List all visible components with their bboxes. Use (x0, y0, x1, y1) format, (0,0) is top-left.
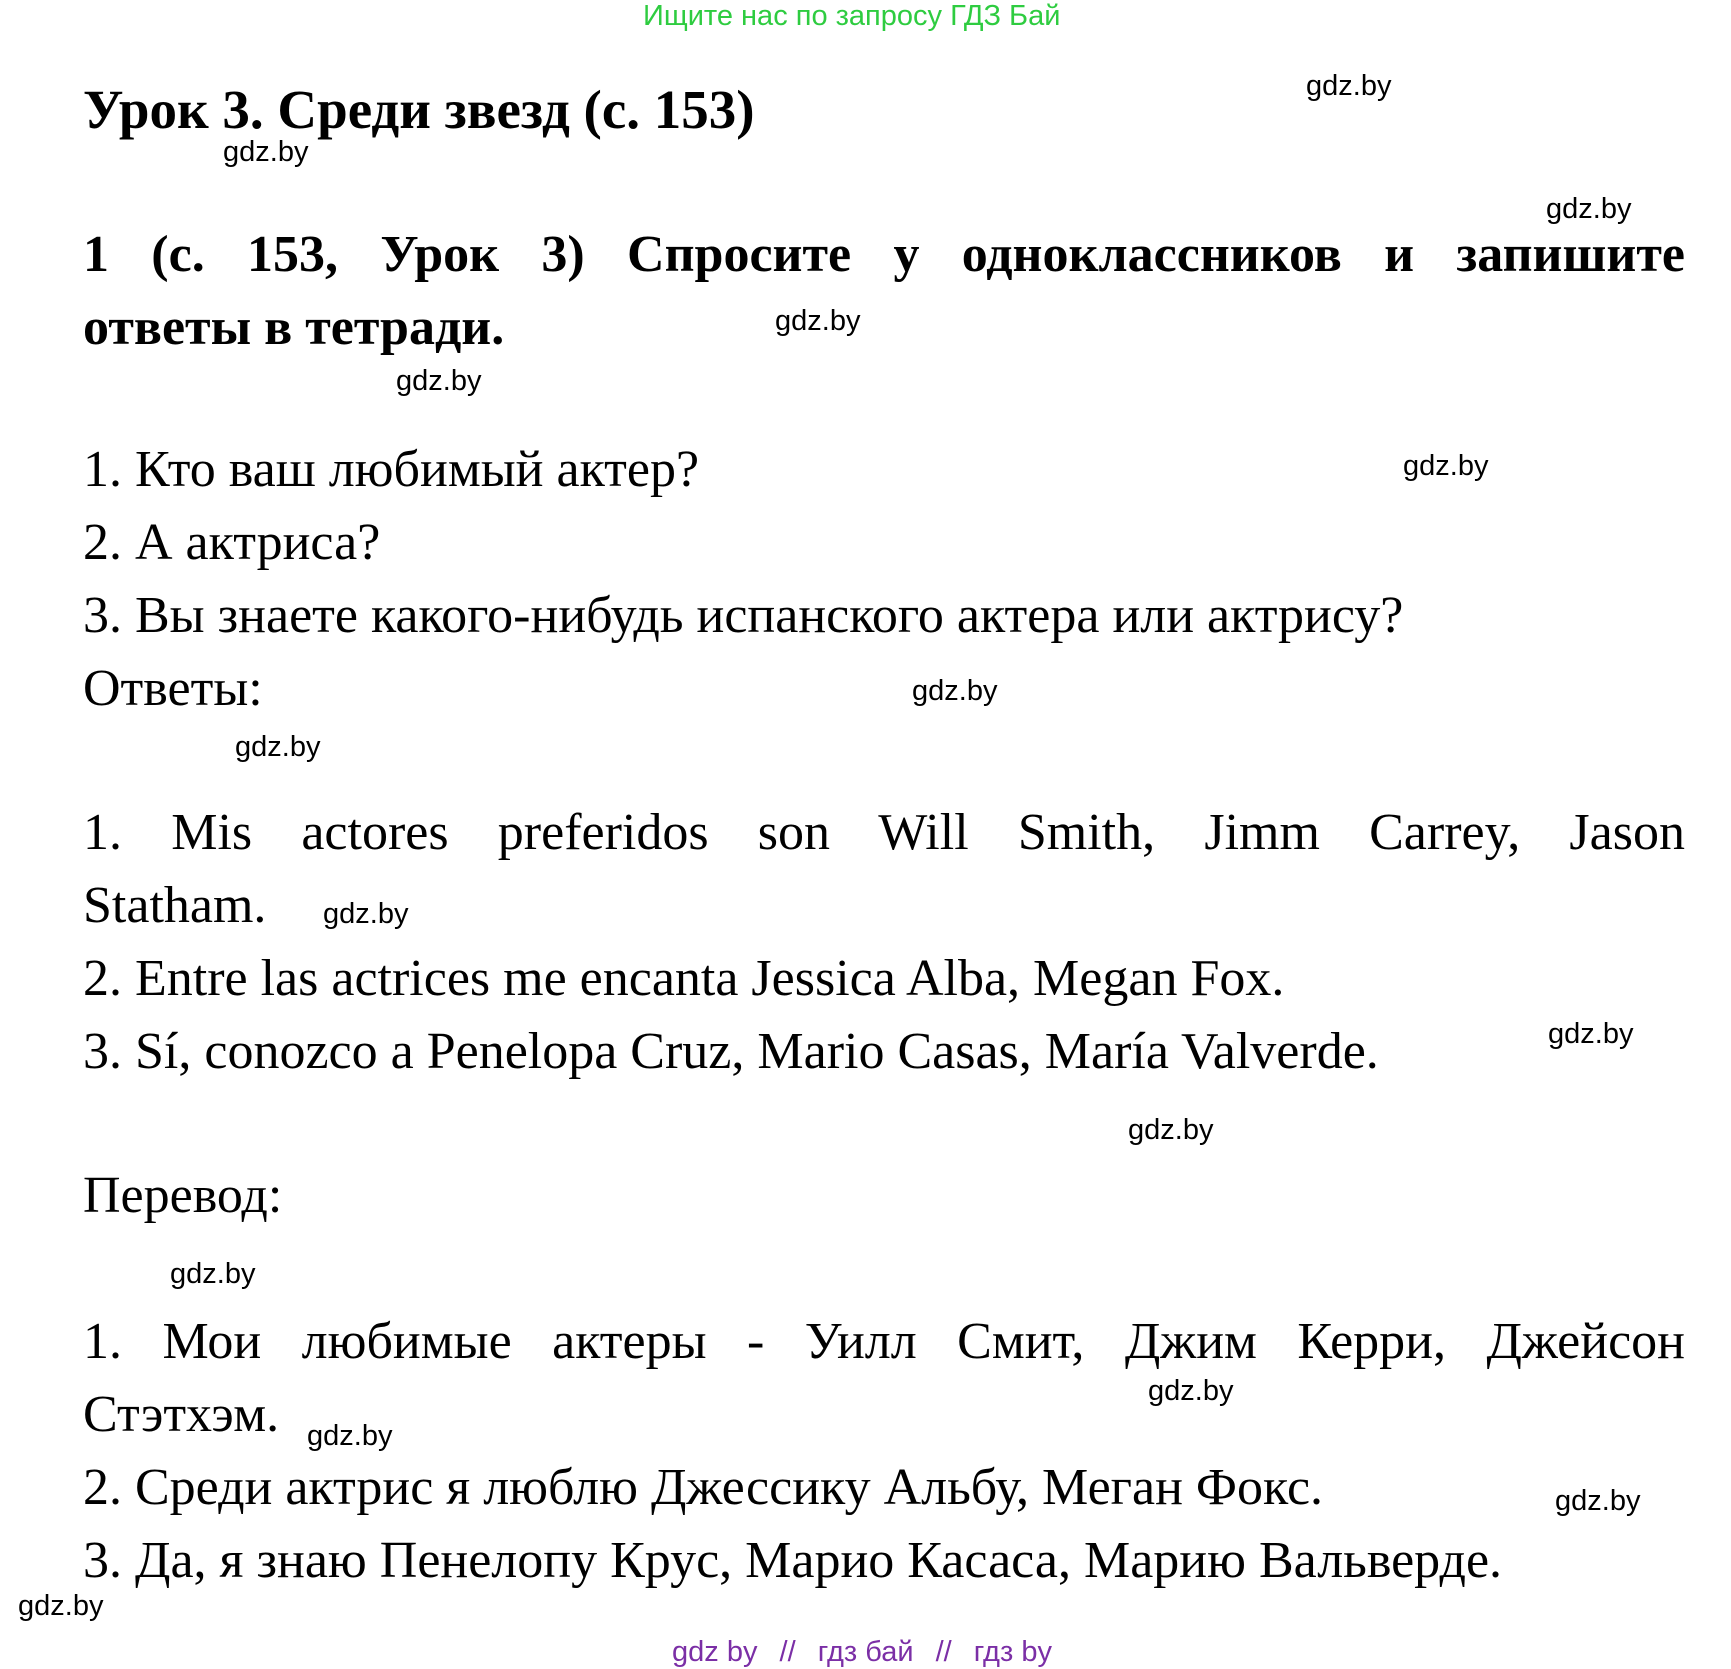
footer-link-gdz-by[interactable]: gdz by (672, 1636, 758, 1668)
watermark: gdz.by (1148, 1375, 1234, 1407)
watermark: gdz.by (1548, 1018, 1634, 1050)
search-banner: Ищите нас по запросу ГДЗ Бай (643, 0, 1061, 32)
translation-2: 2. Среди актрис я люблю Джессику Альбу, Меган Фокс. (83, 1459, 1324, 1516)
footer-link-gdz-by-ru[interactable]: гдз by (973, 1636, 1052, 1668)
answer-3: 3. Sí, conozco a Penelopa Cruz, Mario Casas, María Valverde. (83, 1023, 1379, 1080)
watermark: gdz.by (1306, 70, 1392, 102)
watermark: gdz.by (1128, 1114, 1214, 1146)
answer-2: 2. Entre las actrices me encanta Jessica Alba, Megan Fox. (83, 950, 1285, 1007)
footer-link-gdz-bai[interactable]: гдз бай (817, 1636, 914, 1668)
watermark: gdz.by (235, 731, 321, 763)
question-1: 1. Кто ваш любимый актер? (83, 441, 700, 498)
watermark: gdz.by (1555, 1485, 1641, 1517)
watermark: gdz.by (323, 898, 409, 930)
question-2: 2. А актриса? (83, 514, 381, 571)
task-heading-line-1: 1 (с. 153, Урок 3) Спросите у одноклассников и запишите (83, 226, 1685, 283)
watermark: gdz.by (396, 365, 482, 397)
watermark: gdz.by (307, 1420, 393, 1452)
watermark: gdz.by (170, 1258, 256, 1290)
footer-separator: // (779, 1636, 796, 1668)
lesson-title: Урок 3. Среди звезд (с. 153) (83, 79, 755, 140)
answers-label: Ответы: (83, 660, 263, 717)
question-3: 3. Вы знаете какого-нибудь испанского актера или актрису? (83, 587, 1404, 644)
footer-links (672, 1636, 1052, 1669)
footer-separator: // (935, 1636, 952, 1668)
watermark: gdz.by (912, 675, 998, 707)
translation-3: 3. Да, я знаю Пенелопу Крус, Марио Касаса, Марию Вальверде. (83, 1532, 1503, 1589)
task-heading-line-2: ответы в тетради. (83, 299, 505, 356)
watermark: gdz.by (18, 1590, 104, 1622)
watermark: gdz.by (1403, 450, 1489, 482)
watermark: gdz.by (775, 305, 861, 337)
answer-1-line-1: 1. Mis actores preferidos son Will Smith, Jimm Carrey, Jason (83, 804, 1685, 861)
answer-1-line-2: Statham. (83, 877, 267, 934)
watermark: gdz.by (1546, 193, 1632, 225)
translation-1-line-1: 1. Мои любимые актеры - Уилл Смит, Джим Керри, Джейсон (83, 1313, 1685, 1370)
translation-1-line-2: Стэтхэм. (83, 1386, 280, 1443)
translation-label: Перевод: (83, 1167, 283, 1224)
watermark: gdz.by (223, 136, 309, 168)
